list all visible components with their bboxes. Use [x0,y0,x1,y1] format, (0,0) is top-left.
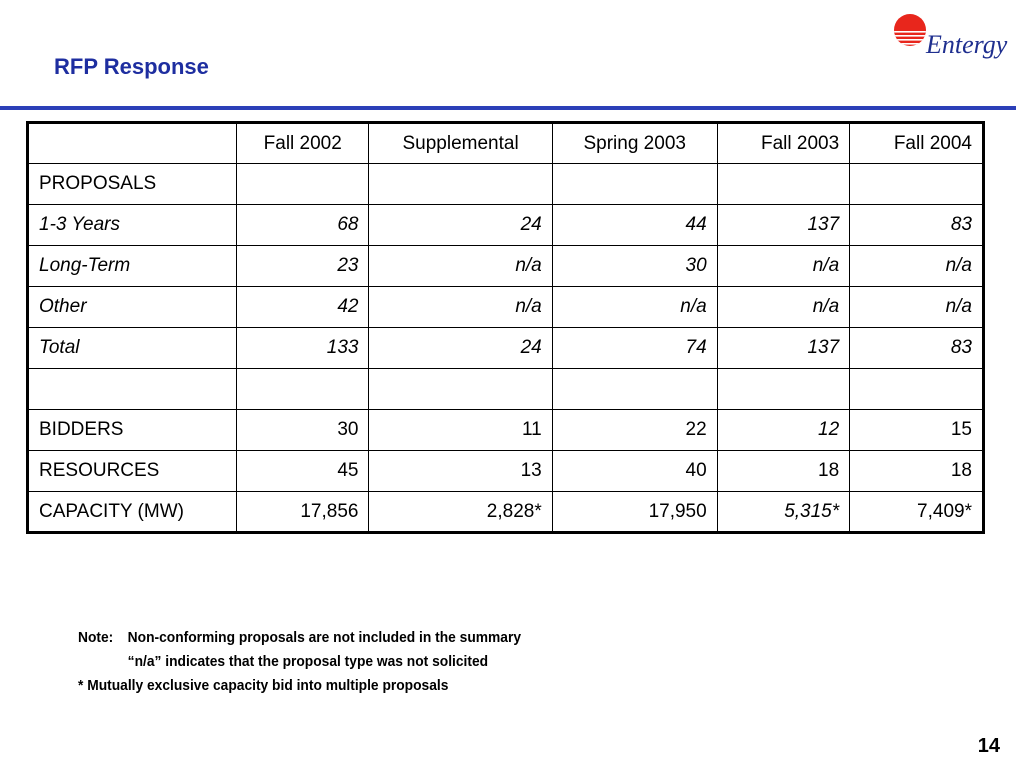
table-row [28,287,984,328]
table-row [28,492,984,533]
page-title: RFP Response [54,54,209,79]
header-cell: Fall 2002 [237,123,369,164]
table-cell: 137 [717,328,849,369]
table-row [28,328,984,369]
table-cell: 137 [717,205,849,246]
note-line [78,674,521,698]
table-row [28,164,984,205]
row-label: 1-3 Years [28,205,237,246]
table-cell [237,164,369,205]
header-cell: Spring 2003 [552,123,717,164]
rfp-table [26,121,985,534]
note-text: Non-conforming proposals are not included in the summary [127,629,522,646]
table-cell [850,164,984,205]
row-label: PROPOSALS [28,164,237,205]
table-cell: n/a [369,287,552,328]
row-label: RESOURCES [28,451,237,492]
note-text: “n/a” indicates that the proposal type was not solicited [127,653,489,670]
table-row [28,205,984,246]
row-label [28,369,237,410]
table-cell: 30 [237,410,369,451]
table-cell: 83 [850,205,984,246]
table-cell: 68 [237,205,369,246]
table-header-row [28,123,984,164]
table-cell: n/a [369,246,552,287]
table-cell: 7,409* [850,492,984,533]
table-cell: 2,828* [369,492,552,533]
table-cell: 17,856 [237,492,369,533]
table-cell: 18 [850,451,984,492]
table-cell: 18 [717,451,849,492]
row-label: Long-Term [28,246,237,287]
table-cell: 11 [369,410,552,451]
table-cell: n/a [717,287,849,328]
table-cell: 42 [237,287,369,328]
note-line [78,626,521,650]
table-cell: 40 [552,451,717,492]
title-divider [0,106,1016,110]
header-cell: Supplemental [369,123,552,164]
table-cell: n/a [552,287,717,328]
page-number: 14 [977,735,1000,757]
table-cell: 24 [369,328,552,369]
table-cell: 22 [552,410,717,451]
row-label: CAPACITY (MW) [28,492,237,533]
table-cell [717,369,849,410]
table-cell: 12 [717,410,849,451]
table-cell [850,369,984,410]
table-row [28,246,984,287]
entergy-sun-logo-icon [892,12,928,48]
table-cell: 74 [552,328,717,369]
table-row [28,451,984,492]
table-cell: n/a [850,287,984,328]
header-cell [28,123,237,164]
table-cell: 15 [850,410,984,451]
header-cell: Fall 2003 [717,123,849,164]
table-row [28,410,984,451]
table-cell: 45 [237,451,369,492]
table-cell [717,164,849,205]
row-label: BIDDERS [28,410,237,451]
table-cell [552,369,717,410]
table-cell: n/a [717,246,849,287]
note-line [78,650,521,674]
table-cell: 17,950 [552,492,717,533]
table-cell [369,164,552,205]
table-cell: 13 [369,451,552,492]
table-cell: 83 [850,328,984,369]
note-text: * Mutually exclusive capacity bid into multiple proposals [78,677,449,694]
table-cell [552,164,717,205]
table-cell: 44 [552,205,717,246]
header-cell: Fall 2004 [850,123,984,164]
table-cell: 30 [552,246,717,287]
table-cell [369,369,552,410]
table-cell: 133 [237,328,369,369]
row-label: Total [28,328,237,369]
table-cell: 5,315* [717,492,849,533]
footnotes [78,626,521,698]
row-label: Other [28,287,237,328]
table-cell: 23 [237,246,369,287]
table-cell [237,369,369,410]
logo-text: Entergy [926,30,1008,59]
table-cell: n/a [850,246,984,287]
note-label: Note: [78,629,114,646]
table-cell: 24 [369,205,552,246]
table-row [28,369,984,410]
entergy-logo [890,12,1010,62]
